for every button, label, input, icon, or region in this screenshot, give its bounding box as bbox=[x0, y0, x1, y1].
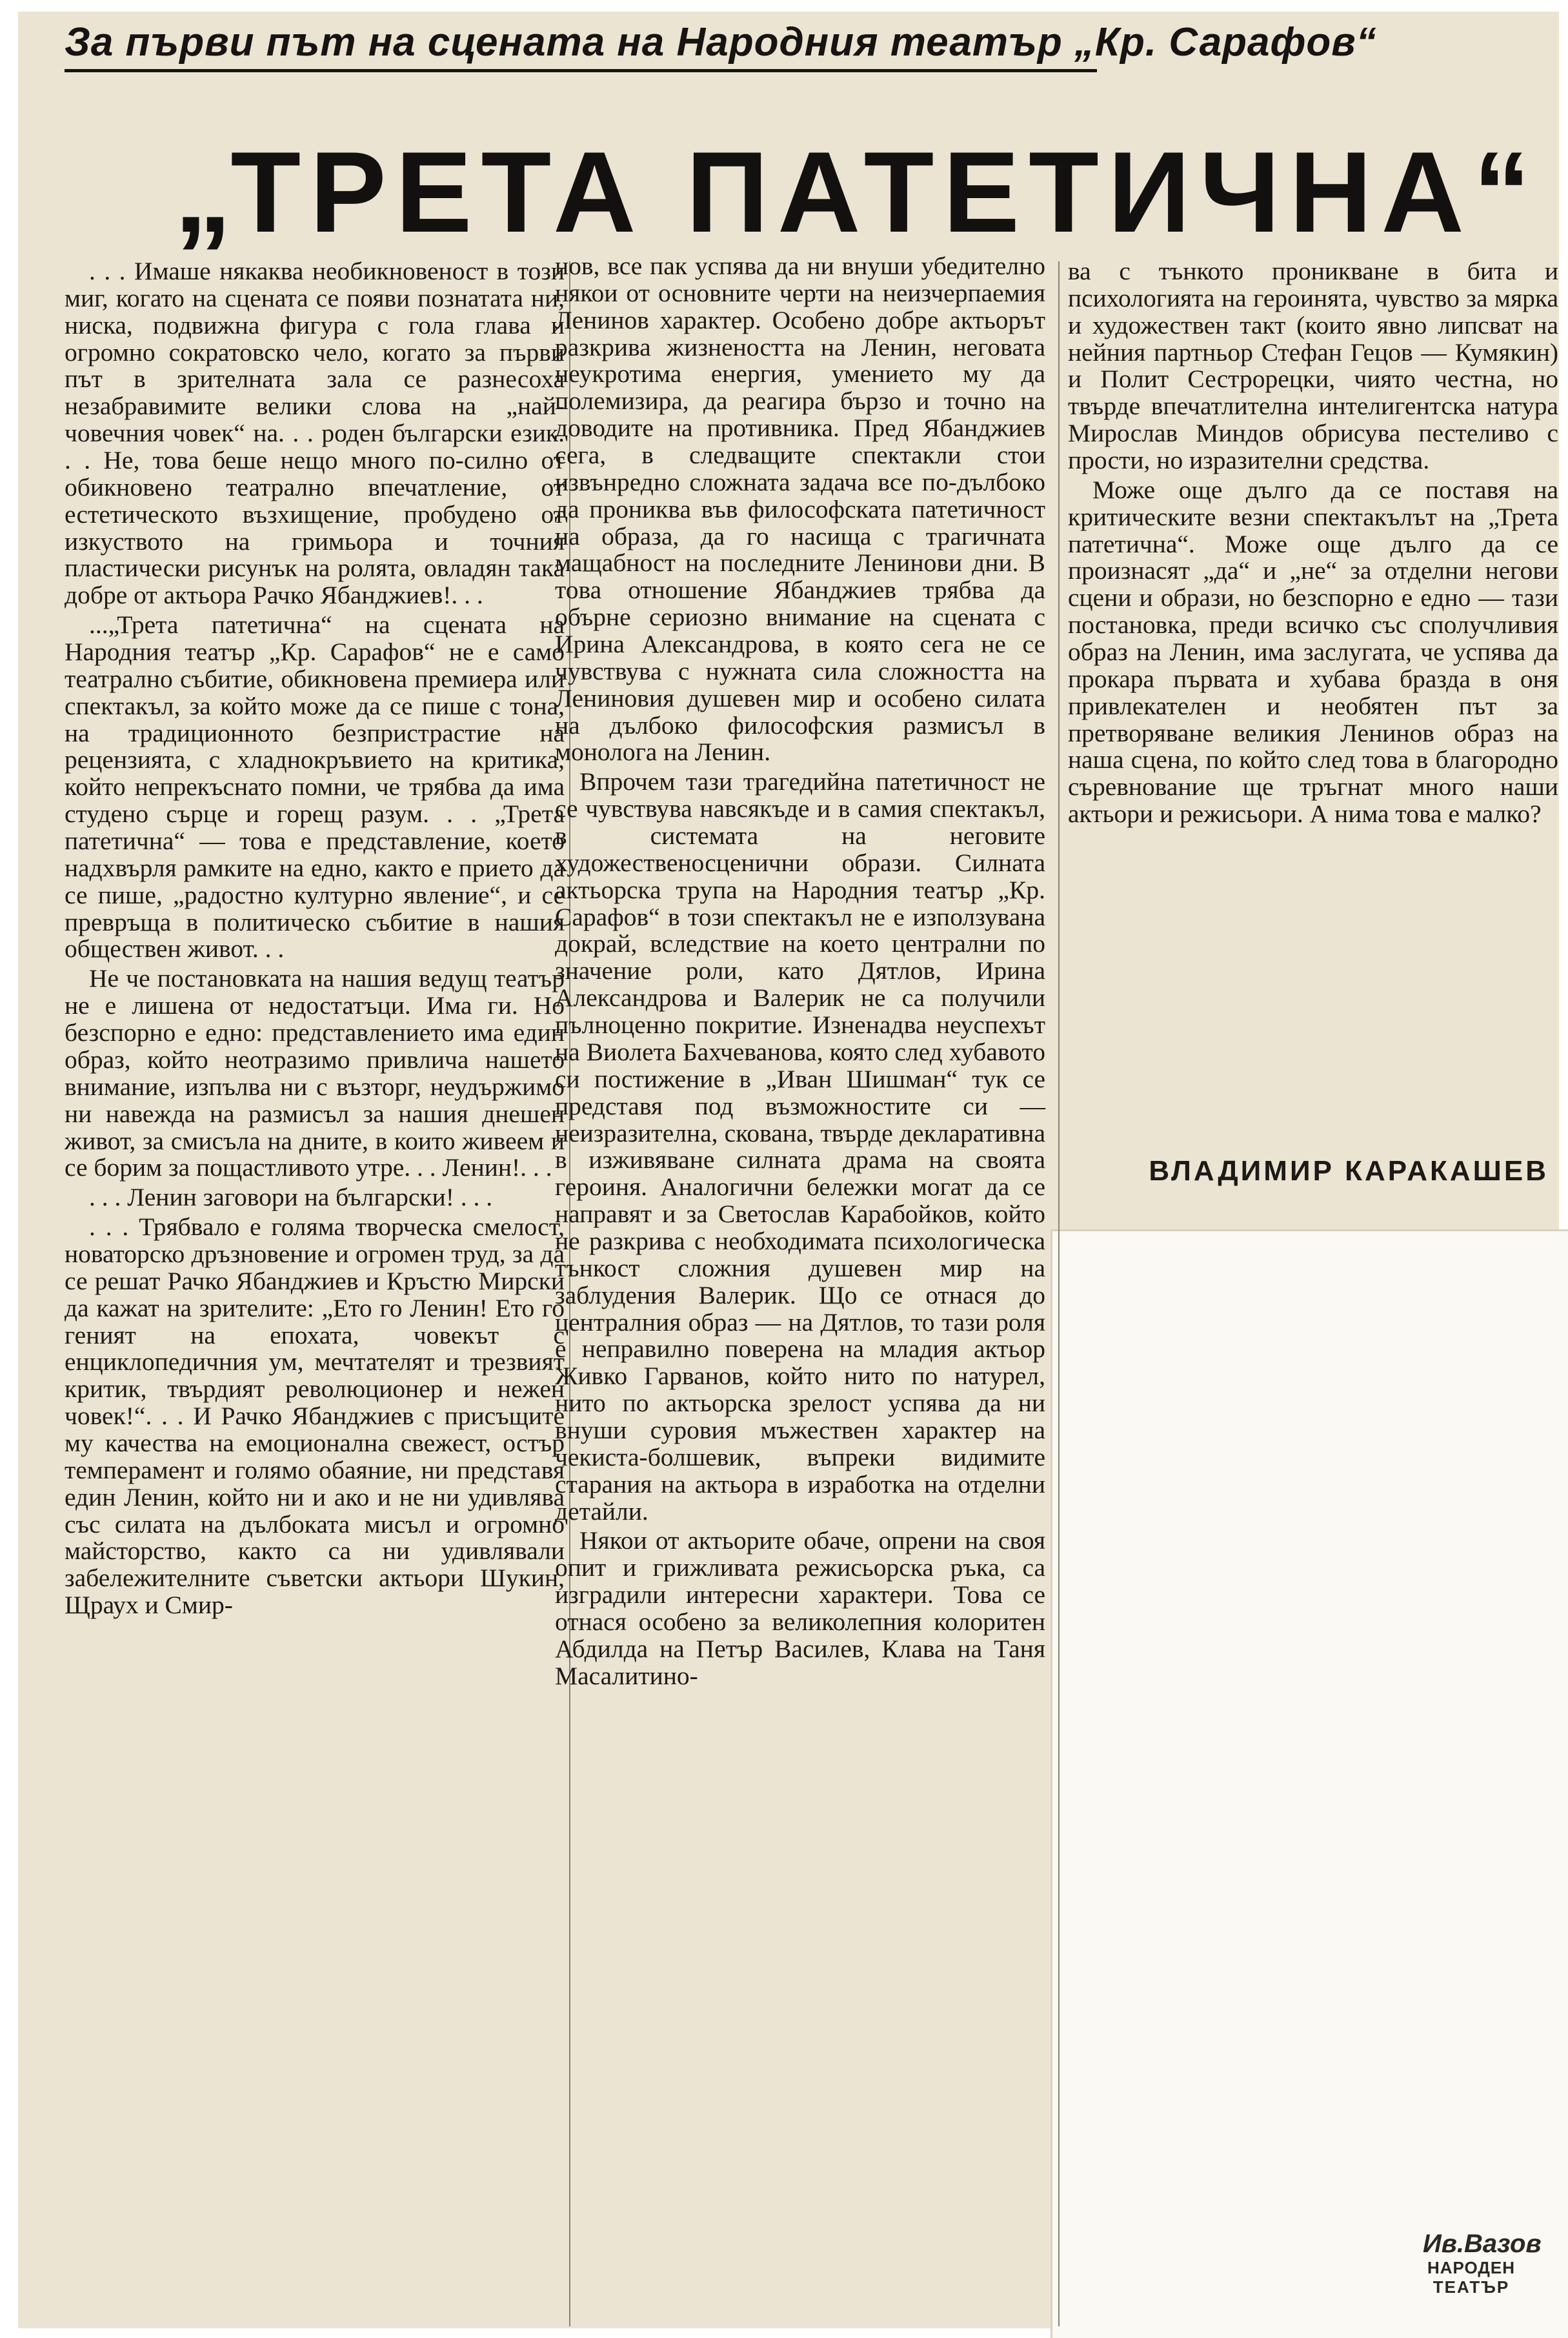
logo-line-1: НАРОДЕН bbox=[1427, 2258, 1516, 2277]
article-column-1 bbox=[65, 258, 565, 1622]
logo-script: Ив.Вазов bbox=[1423, 2230, 1542, 2258]
blank-paper-corner bbox=[1050, 1229, 1568, 2338]
author-byline: ВЛАДИМИР КАРАКАШЕВ bbox=[1149, 1155, 1549, 1187]
paragraph: Впрочем тази трагедийна патетичност не се чувствува навсякъде и в самия спектакъл, в системата на неговите художественосценични образи. Силната актьорска трупа на Народния театър „Кр. Сарафов“ в този спектакъл не е използувана докрай, вследствие на което централни по значение роли, като Дятлов, Ирина Александрова и Валерик не са получили пълноценно покритие. Изненадва неуспехът на Виолета Бахчеванова, която след хубавото си постижение в „Иван Шишман“ тук се представя под възможностите си — неизразителна, скована, твърде декларативна в изживяване силната драма на своята героиня. Аналогични бележки могат да се направят и за Светослав Карабойков, който не разкрива с необходимата психологическа тънкост сложния душевен мир на заблудения Валерик. Що се отнася до централния образ — на Дятлов, то тази роля е неправилно поверена на младия актьор Живко Гарванов, който нито по натурел, нито по актьорска зрелост успява да ни внуши суровия мъжествен характер на чекиста-болшевик, въпреки видимите старания на актьора в изработка на отделни детайли. bbox=[555, 767, 1045, 1526]
article-column-3 bbox=[1068, 258, 1558, 831]
paragraph: ...„Трета патетична“ на сцената на Народния театър „Кр. Сарафов“ не е само театрално събитие, обикновена премиера или спектакъл, за който може да се пише с тона, на традиционното безпристрастие на рецензията, с хладнокръвието на критика, който непрекъснато помни, че трябва да има студено сърце и горещ разум. . . „Трета патетична“ — това е представление, което надхвърля рамките на едно, както е прието да се пише, „радостно културно явление“, и се превръща в политическо събитие в нашия обществен живот. . . bbox=[65, 610, 565, 963]
paragraph: . . . Ленин заговори на български! . . . bbox=[89, 1183, 493, 1212]
paragraph: . . . Трябвало е голяма творческа смелост, новаторско дръзновение и огромен труд, за да се решат Рачко Ябанджиев и Кръстю Мирски да кажат на зрителите: „Ето го Ленин! Ето го геният на епохата, човекът с енциклопедичния ум, мечтателят и трезвият критик, твърдият революционер и нежен човек!“. . . И Рачко Ябанджиев с присъщите му качества на емоционална свежест, остър темперамент и голямо обаяние, ни представя един Ленин, който ни и ако и не ни удивлява със силата на дълбоката мисъл и огромно майсторство, както са ни удивлявали забележителните съветски актьори Шукин, Щраух и Смир- bbox=[65, 1213, 565, 1620]
article-column-2 bbox=[555, 253, 1045, 1693]
theatre-logo-stamp bbox=[1423, 2230, 1542, 2313]
kicker-headline: За първи път на сцената на Народния театър „Кр. Сарафов“ bbox=[65, 19, 1097, 72]
paragraph: нов, все пак успява да ни внуши убедително някои от основните черти на неизчерпаемия Ленинов характер. Особено добре актьорът разкрива жизнеността на Ленин, неговата неукротима енергия, умението му да полемизира, да реагира бързо и точно на доводите на противника. Пред Ябанджиев сега, в следващите спектакли стои извънредно сложната задача все по-дълбоко да прониква във философската патетичност на образа, да го насища с трагичната мащабност на последните Ленинови дни. В това отношение Ябанджиев трябва да обърне сериозно внимание на сцената с Ирина Александрова, в която сега не се чувствува с нужната сила сложността на Лениновия душевен мир и особено силата на дълбоко философския размисъл в монолога на Ленин. bbox=[555, 252, 1045, 767]
logo-line-2: ТЕАТЪР bbox=[1432, 2277, 1510, 2297]
article-title: „ТРЕТА ПАТЕТИЧНА“ bbox=[174, 128, 1540, 256]
paragraph: Някои от актьорите обаче, опрени на своя опит и грижливата режисьорска ръка, са изградили интересни характери. Това се отнася особено за великолепния колоритен Абдилда на Петър Василев, Клава на Таня Масалитино- bbox=[555, 1526, 1045, 1690]
paragraph: Не че постановката на нашия ведущ театър не е лишена от недостатъци. Има ги. Но безспорно е едно: представлението има един образ, който неотразимо привлича нашето внимание, изпълва ни с възторг, неудържимо ни навежда на размисъл за нашия днешен живот, за смисъла на дните, в които живеем и се борим за пощастливото утре. . . Ленин!. . . bbox=[65, 964, 565, 1182]
paragraph: ва с тънкото проникване в бита и психологията на героинята, чувство за мярка и художествен такт (които явно липсват на нейния партньор Стефан Гецов — Кумякин) и Полит Сестрорецки, чиято честна, но твърде впечатлителна интелигентска натура Мирослав Миндов обрисува пестеливо с прости, но изразителни средства. bbox=[1068, 257, 1558, 475]
paragraph: Може още дълго да се поставя на критическите везни спектакълът на „Трета патетична“. Може още дълго да се произнасят „да“ и „не“ за отделни негови сцени и образи, но безспорно е едно — тази постановка, преди всичко със сполучливия образ на Ленин, има заслугата, че успява да прокара първата и хубава бразда в оня привлекателен и необятен път за претворяване великия Ленинов образ на наша сцена, по който след това в благородно съревнование ще тръгнат много наши актьори и режисьори. А нима това е малко? bbox=[1068, 475, 1558, 829]
column-rule-2 bbox=[1058, 261, 1060, 2326]
paragraph: . . . Имаше някаква необикновеност в този миг, когато на сцената се появи познатата ни, ниска, подвижна фигура с гола глава и огромно сократовско чело, когато за първи път в зрителната зала се разнесоха незабравимите велики слова на „най-човечния човек“ на. . . роден български език. . . Не, това беше нещо много по-силно от обикновено театрално впечатление, от естетическото възхищение, пробудено от изкуството на гримьора и точния пластически рисунък на ролята, овладян така добре от актьора Рачко Ябанджиев!. . . bbox=[65, 257, 565, 610]
